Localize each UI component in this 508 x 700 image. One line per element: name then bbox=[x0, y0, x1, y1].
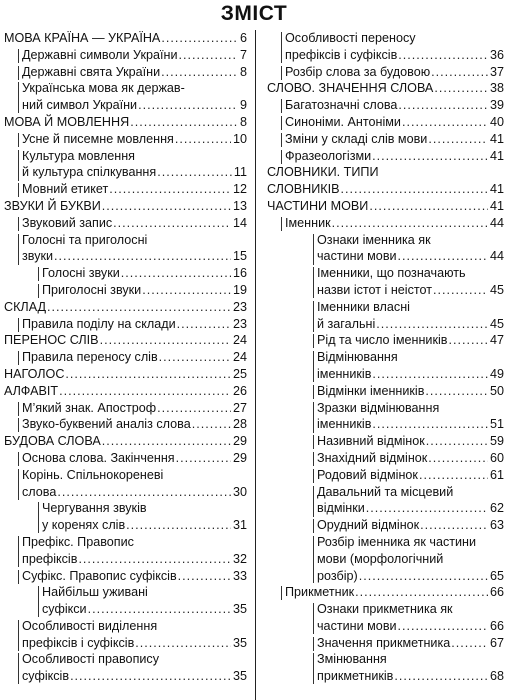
toc-subsection-entry[interactable] bbox=[317, 349, 504, 383]
toc-entry-title: АЛФАВІТ bbox=[4, 383, 59, 398]
indent-guide bbox=[281, 217, 282, 231]
toc-entry-title: Чергування звуків bbox=[42, 501, 147, 516]
dot-leader bbox=[88, 601, 231, 618]
toc-entry-title: прикметників bbox=[317, 669, 394, 684]
toc-entry-title: Прикметник bbox=[285, 585, 355, 600]
indent-guide bbox=[18, 49, 19, 63]
toc-subsection-entry[interactable] bbox=[317, 383, 504, 400]
dot-leader bbox=[451, 635, 488, 652]
toc-subsection-entry[interactable] bbox=[22, 47, 247, 64]
toc-entry-title: Державні свята України bbox=[22, 64, 161, 79]
toc-subsection-entry[interactable] bbox=[42, 282, 247, 299]
indent-guide bbox=[18, 452, 19, 466]
toc-page-number: 9 bbox=[239, 98, 247, 113]
toc-page-number: 60 bbox=[489, 450, 504, 465]
toc-entry-title: Відмінки іменників bbox=[317, 383, 425, 398]
toc-page-number: 45 bbox=[489, 316, 504, 331]
dot-leader bbox=[341, 181, 488, 198]
toc-subsection-entry[interactable] bbox=[22, 316, 247, 333]
toc-entry-title: Префікс. Правопис bbox=[22, 534, 134, 549]
dot-leader bbox=[398, 97, 488, 114]
dot-leader bbox=[434, 80, 488, 97]
toc-subsection-entry[interactable] bbox=[317, 467, 504, 484]
indent-guide bbox=[313, 486, 314, 517]
toc-entry-title: Зразки відмінювання bbox=[317, 400, 440, 415]
dot-leader bbox=[177, 316, 231, 333]
toc-subsection-entry[interactable] bbox=[285, 215, 504, 232]
toc-entry-title: БУДОВА СЛОВА bbox=[4, 434, 101, 449]
indent-guide bbox=[313, 351, 314, 382]
toc-entry-title: мови (морфологічний bbox=[317, 551, 444, 566]
dot-leader bbox=[376, 316, 488, 333]
toc-page-number: 28 bbox=[232, 417, 247, 432]
indent-guide bbox=[18, 536, 19, 567]
toc-page-number: 25 bbox=[232, 366, 247, 381]
dot-leader bbox=[366, 500, 488, 517]
toc-entry-title: Ознаки іменника як bbox=[317, 232, 431, 247]
toc-entry-title: Розбір слова за будовою bbox=[285, 64, 431, 79]
toc-page-number: 59 bbox=[489, 434, 504, 449]
toc-subsection-entry[interactable] bbox=[317, 433, 504, 450]
toc-section-entry[interactable] bbox=[267, 198, 504, 215]
toc-page-number: 31 bbox=[232, 518, 247, 533]
toc-subsection-entry[interactable] bbox=[22, 467, 247, 501]
indent-guide bbox=[281, 116, 282, 130]
toc-page-number: 47 bbox=[489, 333, 504, 348]
dot-leader bbox=[372, 366, 488, 383]
toc-entry-title: Найбільш уживані bbox=[42, 585, 148, 600]
toc-page-number: 8 bbox=[239, 64, 247, 79]
toc-page-number: 35 bbox=[232, 602, 247, 617]
toc-entry-title: префіксів і суфіксів bbox=[22, 635, 135, 650]
toc-entry-title: Голосні звуки bbox=[42, 266, 120, 281]
toc-entry-title: Особливості виділення bbox=[22, 618, 158, 633]
toc-subsection-entry[interactable] bbox=[22, 148, 247, 182]
toc-page-number: 50 bbox=[489, 383, 504, 398]
toc-entry-title: Звуковий запис bbox=[22, 215, 113, 230]
indent-guide bbox=[281, 32, 282, 63]
dot-leader bbox=[121, 265, 231, 282]
dot-leader bbox=[100, 332, 231, 349]
indent-guide bbox=[281, 99, 282, 113]
indent-guide bbox=[38, 267, 39, 281]
toc-subsection-entry[interactable] bbox=[22, 64, 247, 81]
toc-subsection-entry[interactable] bbox=[22, 416, 247, 433]
indent-guide bbox=[18, 570, 19, 584]
toc-subsection-entry[interactable] bbox=[285, 97, 504, 114]
toc-page-number: 29 bbox=[232, 434, 247, 449]
toc-section-entry[interactable] bbox=[267, 80, 504, 97]
dot-leader bbox=[332, 215, 488, 232]
indent-guide bbox=[18, 82, 19, 113]
toc-subsection-entry[interactable] bbox=[22, 568, 247, 585]
toc-section-entry[interactable] bbox=[4, 433, 247, 450]
toc-page-number: 41 bbox=[489, 131, 504, 146]
toc-entry-title: МОВА Й МОВЛЕННЯ bbox=[4, 114, 130, 129]
dot-leader bbox=[372, 148, 488, 165]
toc-entry-title: іменників bbox=[317, 417, 372, 432]
indent-guide bbox=[313, 234, 314, 265]
toc-entry-title: звуки bbox=[22, 249, 54, 264]
indent-guide bbox=[18, 620, 19, 651]
toc-entry-title: Голосні та приголосні bbox=[22, 232, 148, 247]
toc-page-number: 41 bbox=[489, 198, 504, 213]
dot-leader bbox=[394, 668, 488, 685]
toc-page-number: 41 bbox=[489, 182, 504, 197]
dot-leader bbox=[398, 47, 488, 64]
dot-leader bbox=[420, 517, 488, 534]
toc-entry-title: Значення прикметника bbox=[317, 635, 451, 650]
indent-guide bbox=[313, 267, 314, 298]
toc-entry-title: Називний відмінок bbox=[317, 434, 425, 449]
toc-entry-title: Особливості правопису bbox=[22, 652, 160, 667]
toc-entry-title: СЛОВО. ЗНАЧЕННЯ СЛОВА bbox=[267, 81, 434, 96]
indent-guide bbox=[18, 402, 19, 416]
dot-leader bbox=[157, 400, 231, 417]
toc-page-number: 40 bbox=[489, 114, 504, 129]
toc-subsection-entry[interactable] bbox=[285, 64, 504, 81]
toc-page-number: 35 bbox=[232, 669, 247, 684]
toc-page-number: 30 bbox=[232, 484, 247, 499]
toc-entry-title: Правила поділу на склади bbox=[22, 316, 176, 331]
toc-page-number: 29 bbox=[232, 450, 247, 465]
toc-page-number: 35 bbox=[232, 635, 247, 650]
toc-entry-title: ЗВУКИ Й БУКВИ bbox=[4, 198, 101, 213]
toc-subsection-entry[interactable] bbox=[42, 265, 247, 282]
toc-subsection-entry[interactable] bbox=[22, 450, 247, 467]
dot-leader bbox=[78, 551, 231, 568]
indent-guide bbox=[313, 519, 314, 533]
toc-page-number: 32 bbox=[232, 551, 247, 566]
indent-guide bbox=[313, 637, 314, 651]
toc-page-number: 68 bbox=[489, 669, 504, 684]
toc-page-number: 51 bbox=[489, 417, 504, 432]
indent-guide bbox=[313, 402, 314, 433]
toc-entry-title: Звуко-буквений аналіз слова bbox=[22, 417, 191, 432]
toc-subsection-entry[interactable] bbox=[22, 651, 247, 685]
dot-leader bbox=[138, 97, 238, 114]
toc-subsection-entry[interactable] bbox=[22, 181, 247, 198]
toc-page-number: 10 bbox=[232, 131, 247, 146]
toc-section-entry[interactable] bbox=[4, 299, 247, 316]
toc-entry-title: розбір) bbox=[317, 568, 358, 583]
toc-page-number: 19 bbox=[232, 282, 247, 297]
toc-section-entry[interactable] bbox=[4, 30, 247, 47]
toc-page-number: 67 bbox=[489, 635, 504, 650]
toc-section-entry[interactable] bbox=[4, 366, 247, 383]
dot-leader bbox=[433, 282, 488, 299]
column-divider bbox=[255, 30, 256, 700]
toc-entry-title: МОВА КРАЇНА — УКРАЇНА bbox=[4, 31, 161, 45]
toc-entry-title: Давальний та місцевий bbox=[317, 484, 454, 499]
toc-entry-title: Державні символи України bbox=[22, 47, 178, 62]
toc-page-number: 24 bbox=[232, 333, 247, 348]
toc-page-number: 38 bbox=[489, 81, 504, 96]
toc-subsection-entry[interactable] bbox=[22, 215, 247, 232]
toc-section-entry[interactable] bbox=[4, 198, 247, 215]
toc-subsection-entry[interactable] bbox=[317, 299, 504, 333]
dot-leader bbox=[59, 383, 231, 400]
toc-entry-title: Особливості переносу bbox=[285, 31, 416, 45]
indent-guide bbox=[18, 217, 19, 231]
toc-page-number: 33 bbox=[232, 568, 247, 583]
dot-leader bbox=[57, 484, 231, 501]
toc-page-number: 14 bbox=[232, 215, 247, 230]
toc-page-number: 41 bbox=[489, 148, 504, 163]
toc-entry-title: частини мови bbox=[317, 249, 397, 264]
dot-leader bbox=[161, 30, 238, 47]
indent-guide bbox=[38, 284, 39, 298]
indent-guide bbox=[281, 66, 282, 80]
toc-entry-title: Розбір іменника як частини bbox=[317, 534, 477, 549]
page-title: ЗМІСТ bbox=[220, 2, 288, 25]
toc-page-number: 6 bbox=[239, 31, 247, 45]
toc-page-number: 24 bbox=[232, 350, 247, 365]
toc-subsection-entry[interactable] bbox=[285, 30, 504, 64]
toc-entry-title: відмінки bbox=[317, 501, 365, 516]
toc-subsection-entry[interactable] bbox=[22, 618, 247, 652]
indent-guide bbox=[281, 133, 282, 147]
toc-entry-title: Іменник bbox=[285, 215, 331, 230]
toc-page-number: 36 bbox=[489, 47, 504, 62]
toc-entry-title: ПЕРЕНОС СЛІВ bbox=[4, 333, 99, 348]
indent-guide bbox=[18, 150, 19, 181]
dot-leader bbox=[157, 164, 232, 181]
toc-page-number: 8 bbox=[239, 114, 247, 129]
dot-leader bbox=[47, 299, 231, 316]
toc-section-entry[interactable] bbox=[4, 114, 247, 131]
dot-leader bbox=[135, 635, 231, 652]
toc-subsection-entry[interactable] bbox=[285, 584, 504, 601]
toc-entry-title: й культура спілкування bbox=[22, 165, 157, 180]
toc-entry-title: СКЛАД bbox=[4, 299, 47, 314]
indent-guide bbox=[313, 301, 314, 332]
indent-guide bbox=[313, 452, 314, 466]
toc-entry-title: префіксів bbox=[22, 551, 78, 566]
toc-subsection-entry[interactable] bbox=[42, 500, 247, 534]
toc-entry-title: Відмінювання bbox=[317, 350, 398, 365]
dot-leader bbox=[65, 366, 231, 383]
toc-subsection-entry[interactable] bbox=[22, 400, 247, 417]
toc-section-entry[interactable] bbox=[4, 332, 247, 349]
indent-guide bbox=[313, 653, 314, 684]
toc-page-number: 39 bbox=[489, 98, 504, 113]
indent-guide bbox=[18, 653, 19, 684]
dot-leader bbox=[402, 114, 488, 131]
toc-entry-title: іменників bbox=[317, 366, 372, 381]
dot-leader bbox=[126, 517, 231, 534]
toc-entry-title: Знахідний відмінок bbox=[317, 450, 428, 465]
toc-entry-title: Родовий відмінок bbox=[317, 467, 418, 482]
toc-subsection-entry[interactable] bbox=[317, 332, 504, 349]
dot-leader bbox=[113, 215, 231, 232]
toc-subsection-entry[interactable] bbox=[22, 534, 247, 568]
dot-leader bbox=[192, 416, 231, 433]
toc-subsection-entry[interactable] bbox=[42, 584, 247, 618]
indent-guide bbox=[313, 603, 314, 634]
toc-page-number: 65 bbox=[489, 568, 504, 583]
toc-subsection-entry[interactable] bbox=[22, 232, 247, 266]
toc-page-number: 16 bbox=[232, 266, 247, 281]
dot-leader bbox=[398, 248, 488, 265]
toc-page-number: 66 bbox=[489, 585, 504, 600]
indent-guide bbox=[18, 183, 19, 197]
toc-page-number: 26 bbox=[232, 383, 247, 398]
toc-page-number: 45 bbox=[489, 282, 504, 297]
toc-entry-title: Правила переносу слів bbox=[22, 350, 158, 365]
indent-guide bbox=[18, 66, 19, 80]
toc-entry-title: НАГОЛОС bbox=[4, 366, 65, 381]
dot-leader bbox=[428, 131, 488, 148]
toc-page-number: 15 bbox=[232, 249, 247, 264]
toc-subsection-entry[interactable] bbox=[22, 349, 247, 366]
toc-page-number: 7 bbox=[239, 47, 247, 62]
toc-entry-title: Рід та число іменників bbox=[317, 333, 448, 348]
dot-leader bbox=[425, 383, 488, 400]
indent-guide bbox=[281, 150, 282, 164]
toc-subsection-entry[interactable] bbox=[317, 601, 504, 635]
toc-left-column bbox=[4, 30, 247, 685]
toc-entry-title: назви істот і неістот bbox=[317, 282, 433, 297]
toc-entry-title: М’який знак. Апостроф bbox=[22, 400, 157, 415]
toc-subsection-entry[interactable] bbox=[285, 148, 504, 165]
toc-page-number: 63 bbox=[489, 518, 504, 533]
dot-leader bbox=[176, 450, 231, 467]
toc-entry-title: Культура мовлення bbox=[22, 148, 135, 163]
toc-entry-title: й загальні bbox=[317, 316, 376, 331]
toc-section-entry[interactable] bbox=[4, 383, 247, 400]
indent-guide bbox=[281, 586, 282, 600]
toc-subsection-entry[interactable] bbox=[317, 517, 504, 534]
dot-leader bbox=[178, 568, 231, 585]
toc-page-number: 66 bbox=[489, 618, 504, 633]
toc-subsection-entry[interactable] bbox=[317, 232, 504, 266]
toc-entry-title: слова bbox=[22, 484, 57, 499]
toc-entry-title: Синоніми. Антоніми bbox=[285, 114, 401, 129]
toc-page-number: 37 bbox=[489, 64, 504, 79]
toc-entry-title: Зміни у складі слів мови bbox=[285, 131, 428, 146]
toc-entry-title: Іменники власні bbox=[317, 299, 410, 314]
dot-leader bbox=[142, 282, 231, 299]
dot-leader bbox=[102, 433, 231, 450]
dot-leader bbox=[398, 618, 488, 635]
toc-page-number: 11 bbox=[233, 165, 247, 180]
toc-page-number: 13 bbox=[232, 198, 247, 213]
dot-leader bbox=[359, 568, 488, 585]
toc-entry-title: суфікси bbox=[42, 602, 87, 617]
toc-entry-title: ний символ України bbox=[22, 98, 138, 113]
toc-page-number: 61 bbox=[489, 467, 504, 482]
toc-entry-title: Багатозначні слова bbox=[285, 98, 398, 113]
dot-leader bbox=[372, 416, 488, 433]
toc-entry-title: ЧАСТИНИ МОВИ bbox=[267, 198, 369, 213]
toc-page-number: 12 bbox=[232, 182, 247, 197]
dot-leader bbox=[355, 584, 488, 601]
toc-subsection-entry[interactable] bbox=[317, 450, 504, 467]
indent-guide bbox=[18, 418, 19, 432]
dot-leader bbox=[419, 467, 488, 484]
dot-leader bbox=[102, 198, 231, 215]
toc-subsection-entry[interactable] bbox=[317, 265, 504, 299]
indent-guide bbox=[18, 351, 19, 365]
toc-page-number: 23 bbox=[232, 299, 247, 314]
indent-guide bbox=[313, 385, 314, 399]
toc-page-number: 27 bbox=[232, 400, 247, 415]
dot-leader bbox=[161, 64, 238, 81]
indent-guide bbox=[18, 133, 19, 147]
toc-subsection-entry[interactable] bbox=[317, 484, 504, 518]
toc-section-entry[interactable] bbox=[267, 164, 504, 198]
toc-entry-title: Українська мова як держав- bbox=[22, 81, 185, 96]
toc-entry-title: Ознаки прикметника як bbox=[317, 602, 453, 617]
dot-leader bbox=[431, 64, 488, 81]
dot-leader bbox=[448, 332, 488, 349]
toc-entry-title: Приголосні звуки bbox=[42, 282, 142, 297]
toc-entry-title: Змінювання bbox=[317, 652, 387, 667]
toc-entry-title: СЛОВНИКИ. ТИПИ bbox=[267, 165, 379, 180]
toc-entry-title: частини мови bbox=[317, 618, 397, 633]
toc-entry-title: Корінь. Спільнокореневі bbox=[22, 467, 164, 482]
toc-subsection-entry[interactable] bbox=[22, 131, 247, 148]
toc-subsection-entry[interactable] bbox=[317, 534, 504, 584]
dot-leader bbox=[109, 181, 231, 198]
toc-subsection-entry[interactable] bbox=[317, 651, 504, 685]
indent-guide bbox=[18, 469, 19, 500]
indent-guide bbox=[313, 435, 314, 449]
dot-leader bbox=[159, 349, 231, 366]
toc-right-column bbox=[267, 30, 504, 685]
toc-entry-title: СЛОВНИКІВ bbox=[267, 182, 340, 197]
toc-subsection-entry[interactable] bbox=[317, 635, 504, 652]
indent-guide bbox=[38, 502, 39, 533]
toc-page-number: 44 bbox=[489, 249, 504, 264]
toc-entry-title: Суфікс. Правопис суфіксів bbox=[22, 568, 177, 583]
toc-entry-title: Іменники, що позначають bbox=[317, 266, 466, 281]
indent-guide bbox=[313, 334, 314, 348]
indent-guide bbox=[38, 586, 39, 617]
toc-entry-title: у коренях слів bbox=[42, 518, 126, 533]
toc-subsection-entry[interactable] bbox=[285, 131, 504, 148]
toc-entry-title: Фразеологізми bbox=[285, 148, 372, 163]
toc-entry-title: Усне й писемне мовлення bbox=[22, 131, 174, 146]
dot-leader bbox=[130, 114, 238, 131]
indent-guide bbox=[18, 234, 19, 265]
dot-leader bbox=[179, 47, 238, 64]
indent-guide bbox=[18, 318, 19, 332]
dot-leader bbox=[70, 668, 231, 685]
indent-guide bbox=[313, 469, 314, 483]
dot-leader bbox=[175, 131, 231, 148]
toc-entry-title: префіксів і суфіксів bbox=[285, 47, 398, 62]
toc-page-number: 62 bbox=[489, 501, 504, 516]
toc-entry-title: Орудний відмінок bbox=[317, 518, 420, 533]
indent-guide bbox=[313, 536, 314, 583]
toc-page-number: 49 bbox=[489, 366, 504, 381]
toc-entry-title: суфіксів bbox=[22, 669, 70, 684]
dot-leader bbox=[54, 248, 231, 265]
toc-entry-title: Мовний етикет bbox=[22, 182, 109, 197]
dot-leader bbox=[426, 433, 488, 450]
toc-subsection-entry[interactable] bbox=[317, 400, 504, 434]
toc-subsection-entry[interactable] bbox=[22, 80, 247, 114]
toc-page-number: 44 bbox=[489, 215, 504, 230]
dot-leader bbox=[369, 198, 488, 215]
toc-entry-title: Основа слова. Закінчення bbox=[22, 450, 175, 465]
toc-subsection-entry[interactable] bbox=[285, 114, 504, 131]
dot-leader bbox=[428, 450, 488, 467]
toc-page-number: 23 bbox=[232, 316, 247, 331]
